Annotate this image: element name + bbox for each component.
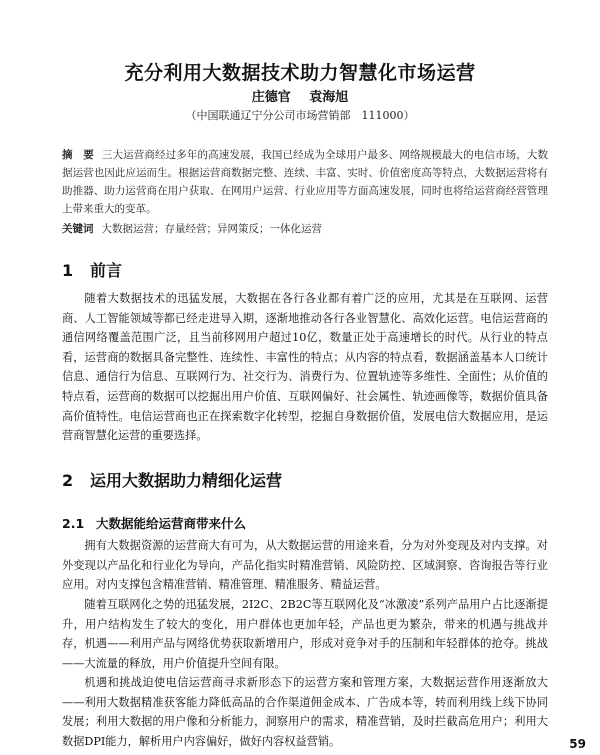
body-paragraph: 拥有大数据资源的运营商大有可为，从大数据运营的用途来看，分为对外变现及对内支撑。对外变现以产品化和行业化为导向，产品化指实时精准营销、风险防控、区域洞察、咨询报告等行业应用。对内支撑包含精准营销、精准管理、精准服务、精益运营。 [62, 539, 548, 592]
abstract-label: 摘 要 [62, 149, 94, 161]
body-paragraph: 机遇和挑战迫使电信运营商寻求新形态下的运营方案和管理方案，大数据运营作用逐渐放大——利用大数据精准获客能力降低高品的合作渠道佣金成本、广告成本等，转而利用线上线下协同发展；利用大数据的用户像和分析能力，洞察用户的需求，精准营销，及时拦截高危用户；利用大数据DPI能力，解析用户内容偏好，做好内容权益营销。 [62, 676, 548, 748]
paper-title: 充分利用大数据技术助力智慧化市场运营 [124, 62, 476, 84]
abstract [62, 146, 548, 218]
affiliation: （中国联通辽宁分公司市场营销部 111000） [185, 109, 415, 122]
subsection-heading [62, 514, 246, 532]
section-heading [62, 258, 122, 281]
abstract-text: 三大运营商经过多年的高速发展，我国已经成为全球用户最多、网络规模最大的电信市场，大数据运营也因此应运而生。根据运营商数据完整、连续、丰富、实时、价值密度高等特点，大数据运营将有助推器、助力运营商在用户获取、在网用户运营、行业应用等方面高速发展，同时也将给运营商经营管理上带来重大的变革。 [62, 149, 548, 215]
author-list [0, 86, 600, 105]
subsection-number: 2.1 [62, 516, 85, 531]
body-paragraph: 随着大数据技术的迅猛发展，大数据在各行各业都有着广泛的应用，尤其是在互联网、运营商、人工智能领域等都已经走进导入期，逐渐地推动各行各业智慧化、高效化运营。电信运营商的通信网络覆盖范围广泛，且当前移网用户超过10亿，数量正处于高速增长的时代。从行业的特点看，运营商的数据具备完整性、连续性、丰富性的特点；从内容的特点看，数据涵盖基本人口统计信息、通信行为信息、互联网行为、社交行为、消费行为、位置轨迹等多维性、全面性；从价值的特点看，运营商的数据可以挖掘出用户价值、互联网偏好、社会属性、轨迹画像等，数据价值具备高价值特性。电信运营商也正在探索数字化转型，挖掘自身数据价值，发展电信大数据应用，是运营商智慧化运营的重要选择。 [62, 292, 548, 443]
section-title: 前言 [90, 261, 123, 280]
section-number: 2 [62, 471, 74, 490]
section-title: 运用大数据助力精细化运营 [90, 471, 283, 490]
section-number: 1 [62, 261, 74, 280]
page-number: 59 [569, 737, 586, 751]
keywords [62, 221, 548, 236]
author-name: 庄德官 [251, 90, 291, 105]
keywords-text: 大数据运营；存量经营；异网策反；一体化运营 [101, 223, 322, 235]
author-name: 袁海旭 [309, 90, 349, 105]
body-paragraph: 随着互联网化之势的迅猛发展，2I2C、2B2C等互联网化及“冰激凌”系列产品用户占比逐渐提升，用户结构发生了较大的变化，用户群体也更加年轻，产品也更为繁杂，带来的机遇与挑战并存，机遇——利用产品与网络优势获取新增用户，形成对竞争对手的压制和年轻群体的抢夺。挑战——大流量的释放，用户价值提升空间有限。 [62, 598, 548, 670]
section-heading [62, 468, 282, 491]
subsection-title: 大数据能给运营商带来什么 [96, 516, 247, 531]
keywords-label: 关键词 [62, 223, 94, 235]
